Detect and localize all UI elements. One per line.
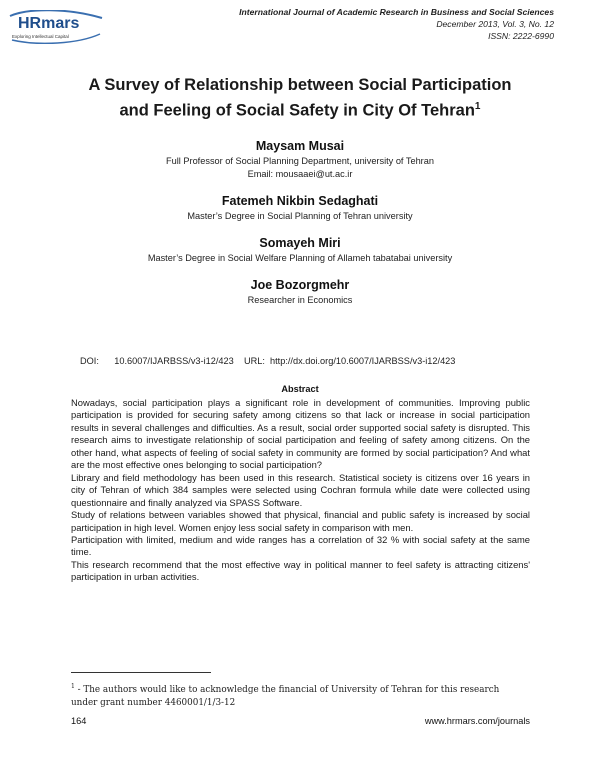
author-block xyxy=(40,138,560,181)
footnote-marker: 1 xyxy=(71,683,75,690)
hrmars-logo xyxy=(8,10,104,44)
author-list xyxy=(40,138,560,319)
author-name: Fatemeh Nikbin Sedaghati xyxy=(221,194,379,208)
abstract-paragraph: Study of relations between variables showed that physical, financial and public safety is increased by social participation in high level. Women enjoy less social safety in comparison with men. xyxy=(71,509,530,533)
abstract-heading: Abstract xyxy=(281,384,319,394)
journal-name: International Journal of Academic Research in Business and Social Sciences xyxy=(239,7,554,17)
footnote-divider xyxy=(71,672,211,673)
logo-text: HRmars xyxy=(18,15,80,32)
author-block xyxy=(40,277,560,307)
author-affiliation: Master’s Degree in Social Planning of Tehran university xyxy=(187,211,413,221)
doi-label: DOI: xyxy=(80,356,99,366)
journal-issn: ISSN: 2222-6990 xyxy=(488,31,554,41)
author-affiliation: Full Professor of Social Planning Department, university of Tehran xyxy=(166,156,434,166)
paper-title xyxy=(40,74,560,122)
author-block xyxy=(40,235,560,265)
page-number: 164 xyxy=(71,716,87,726)
doi-value[interactable]: 10.6007/IJARBSS/v3-i12/423 xyxy=(114,356,234,366)
abstract-paragraph: This research recommend that the most effective way in political manner to feel safety is attracting citizens' participation in urban activities. xyxy=(71,558,530,583)
title-line-2: and Feeling of Social Safety in City Of Tehran xyxy=(119,101,475,120)
footnote-text: - The authors would like to acknowledge the financial of University of Tehran for this research under grant number 4460001/1/3-12 xyxy=(71,684,500,708)
abstract-paragraph: Participation with limited, medium and wide ranges has a correlation of 32 % with social safety at the same time. xyxy=(71,533,530,558)
author-name: Maysam Musai xyxy=(255,139,345,153)
abstract-paragraph: Library and field methodology has been used in this research. Statistical society is citizens over 16 years in city of Tehran of which 384 samples were selected using Cochran formula while date were collected using questionnaire and finally analyzed via SPASS Software. xyxy=(71,471,530,508)
journal-meta xyxy=(239,6,554,42)
footnote xyxy=(71,680,511,710)
author-affiliation: Researcher in Economics xyxy=(247,295,353,305)
doi-url[interactable]: http://dx.doi.org/10.6007/IJARBSS/v3-i12/423 xyxy=(270,356,456,366)
title-line-1: A Survey of Relationship between Social Participation xyxy=(88,76,512,94)
journal-issue: December 2013, Vol. 3, No. 12 xyxy=(436,19,554,29)
url-label: URL: xyxy=(243,356,265,366)
author-name: Somayeh Miri xyxy=(259,236,341,250)
logo-tagline: Exploring Intellectual Capital xyxy=(12,34,69,39)
doi-line xyxy=(80,356,560,366)
author-email[interactable]: Email: mousaaei@ut.ac.ir xyxy=(247,169,353,179)
author-name: Joe Bozorgmehr xyxy=(250,278,350,292)
author-affiliation: Master’s Degree in Social Welfare Planning of Allameh tabatabai university xyxy=(147,253,453,263)
journal-website[interactable]: www.hrmars.com/journals xyxy=(424,716,530,726)
abstract-paragraph: Nowadays, social participation plays a significant role in development of communities. Improving public participation is provided for securing safety among citizens so that lack or increase in social participation results in several challenges and difficulties. As a result, social order supported social safety is disrupted. This research aims to investigate relationship of social participation and feeling of safety among citizens. On the other hand, what aspects of feeling of social safety in community are formed by social participation? And what are the most effective ones belonging to social participation? xyxy=(71,397,530,471)
title-footnote-marker[interactable]: 1 xyxy=(474,101,481,112)
abstract-body xyxy=(71,397,530,584)
author-block xyxy=(40,193,560,223)
